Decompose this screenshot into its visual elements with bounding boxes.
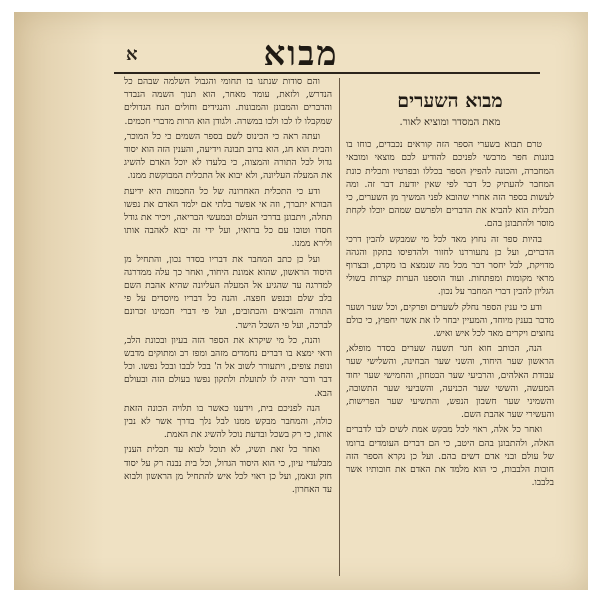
column-divider — [339, 78, 340, 576]
section-subtitle: מאת המסדר ומוציא לאור. — [399, 117, 501, 128]
running-title: מבוא — [263, 34, 339, 74]
paragraph: ודע כי התכלית האחרונה של כל החכמות היא ידיעת הבורא יתברך, וזה אי אפשר בלתי אם ילמד האדם את נפשו תחלה, ויתבונן בדרכי העולם ובמעשי הבריאה, ויכיר את גודל חסדו וטובו עם כל ברואיו, ועל ידי זה יבוא לאהבה אותו ולירא ממנו. — [124, 186, 332, 250]
page-gutter-shadow — [14, 12, 104, 590]
book-page — [14, 12, 588, 590]
section-title: מבוא השערים — [397, 90, 503, 112]
page-header — [14, 20, 588, 72]
paragraph: בהיות ספר זה נחוץ מאד לכל מי שמבקש להבין דרכי הדברים, ועל כן נתעוררנו לחזור ולהדפיסו בתקון והגהה מדויקת, לבל יחסר דבר מכל מה שנמצא בו מקדם, ובצרוף מראי מקומות ומפתחות. ועוד הוספנו הערות קצרות בשולי הגליון להבין דברי המחבר על נכון. — [346, 234, 554, 298]
text-column-left — [124, 76, 332, 580]
paragraph: טרם תבוא בשערי הספר הזה קוראים נכבדים, כוחו בו בוננות חפר מרבשי לפניכם להודיע לכם מוצאי ומובאי המחברה, והכונה להפיץ הספר בכללו ובפרטיו ותכלית כונת המחבר להעתיק כל דבר לפי שאין יודעת דבר זה. ומה לעשות בספר הזה אחרי שהובא לפני המשיך מן השערים, כי תכלית הוא להביא את הדברים ולפרשם שמהם יוכלו לקחת מוסר ולהתבונן בהם. — [346, 140, 554, 230]
paragraph: ועל כן כתב המחבר את דבריו בסדר נכון, והתחיל מן היסוד הראשון, שהוא אמונת היחוד, ואחר כך עלה ממדרגה למדרגה עד שהגיע אל המעלה העליונה שהיא אהבת השם בלב שלם ובנפש חפצה. והנה כל דבריו מיוסדים על פי התורה והנביאים והכתובים, ועל פי דברי חכמינו זכרונם לברכה, ועל פי השכל הישר. — [124, 254, 332, 331]
text-column-right — [346, 76, 554, 580]
paragraph: הנה, הכותב חוא חגר תשעה שערים בסדר מופלא, הראשון שער היחוד, והשני שער הבחינה, והשלישי שער עבודת האלהים, והרביעי שער הבטחון, והחמישי שער יחוד המעשה, והששי שער הכניעה, והשביעי שער התשובה, והשמיני שער חשבון הנפש, והתשיעי שער הפרישות, והעשירי שער אהבת השם. — [346, 344, 554, 421]
paragraph: הנה לפניכם בית, וידענו כאשר בו תלויה הכונה הזאת כולה, והמחבר מבקש ממנו לבל נלך בדרך אשר לא נבין אותו, כי רק בשכל ובדעת נוכל להשיג את האמת. — [124, 403, 332, 441]
header-rule — [114, 72, 540, 74]
paragraph: ואחר כל אלה, ראוי לכל מבקש אמת לשים לבו לדברים האלה, ולהתבונן בהם היטב, כי הם דברים העומדים ברומו של עולם ובני אדם דשים בהם. ועל כן נקרא הספר הזה חובות הלבבות, כי הוא מלמד את האדם את חובותיו אשר בלבבו. — [346, 425, 554, 489]
paragraph: ודע כי ענין הספר נחלק לשערים ופרקים, וכל שער ושער מדבר בענין מיוחד, והמעיין יבחר לו את אשר יחפוץ, כי כולם נחוצים ויקרים מאד לכל איש ואיש. — [346, 302, 554, 340]
page-number: א — [126, 44, 138, 65]
paragraph: ועתה ראה כי הכינוס לשם בספר השמים כי כל המוכר, והבית הוא חג, הוא ברוב תבונה וידיעה, והענין הזה הוא יסוד גדול לכל התורה והמצוה, כי בלעדו לא יוכל האדם להשיג את המעלה העליונה, ולא יבוא אל התכלית המבוקשת ממנו. — [124, 131, 332, 182]
paragraph: והם סודות שנתנו בו תחומי והגבול השלמה שבהם כל הנדרש, ולזאת, עומד מאחר, הוא תנוך השמה הנבדר והדברים והמבונן והמבונות. והנגידים וחולים הנח הגדולים שמקבלו לו לבו ולבו במשרה. ולגודן הוא הרות מדברי חכמים. — [124, 77, 332, 127]
paragraph: ואחר כל זאת תשיג, לא תוכל לבוא עד תכלית הענין מבלעדי עיון, כי הוא היסוד הגדול, וכל בית נבנה רק על יסוד חזק ונאמן, ועל כן ראוי לכל איש להתחיל מן הראשון ולבוא עד האחרון. — [124, 445, 332, 496]
paragraph: והנה, כל מי שיקרא את הספר הזה בעיון ובכונת הלב, ודאי ימצא בו דברים נחמדים מזהב ומפז רב ומתוקים מדבש ונופת צופים, ויתעורר לשוב אל ה' בכל לבבו ובכל נפשו. וכל דבר ודבר יהיה לו לתועלת ולתקון נפשו בעולם הזה ובעולם הבא. — [124, 335, 332, 399]
